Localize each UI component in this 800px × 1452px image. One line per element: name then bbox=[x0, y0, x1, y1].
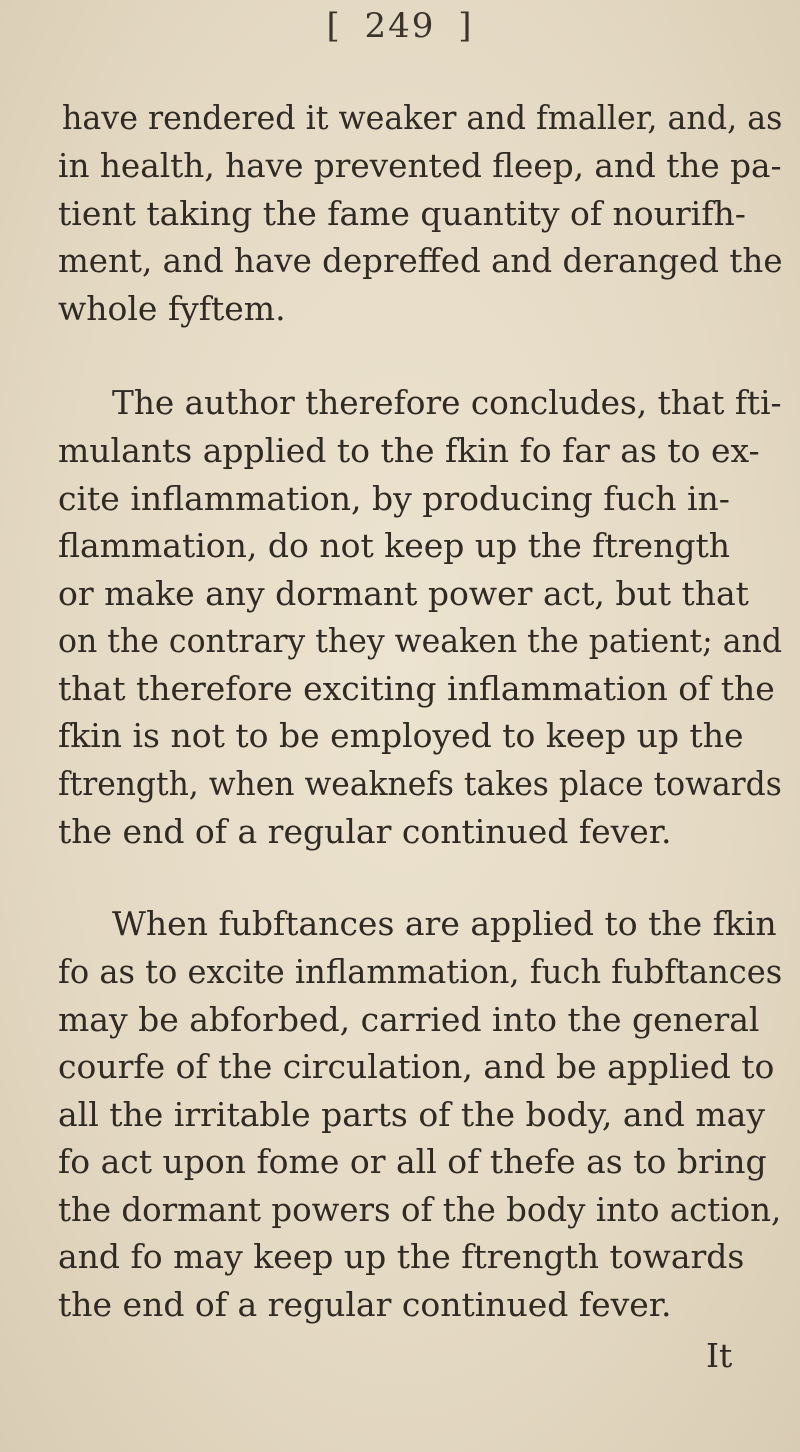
text-line: all the irritable parts of the body, and may bbox=[58, 1094, 765, 1134]
header-close-bracket: ] bbox=[458, 6, 474, 46]
text-line: or make any dormant power act, but that bbox=[58, 573, 749, 613]
text-line: the end of a regular continued fever. bbox=[58, 811, 672, 851]
text-line: may be abforbed, carried into the general bbox=[58, 999, 760, 1039]
text-line: on the contrary they weaken the patient; and bbox=[58, 621, 783, 661]
text-line: The author therefore concludes, that fti- bbox=[112, 383, 782, 423]
text-line: cite inflammation, by producing fuch in- bbox=[58, 478, 730, 518]
text-line: whole fyftem. bbox=[58, 289, 286, 328]
text-line: mulants applied to the fkin fo far as to ex- bbox=[58, 430, 760, 470]
text-line: fo as to excite inflammation, fuch fubftances bbox=[58, 952, 783, 992]
page-header bbox=[0, 6, 800, 46]
page-number: 249 bbox=[364, 6, 436, 46]
text-line: When fubftances are applied to the fkin bbox=[112, 904, 777, 944]
catchword: It bbox=[706, 1336, 733, 1375]
text-line: in health, have prevented fleep, and the pa- bbox=[58, 146, 782, 186]
text-line: and fo may keep up the ftrength towards bbox=[58, 1237, 745, 1277]
text-line: tient taking the fame quantity of nourifh- bbox=[58, 193, 746, 233]
text-line: the end of a regular continued fever. bbox=[58, 1285, 672, 1324]
text-line: flammation, do not keep up the ftrength bbox=[58, 526, 730, 566]
text-line: fo act upon fome or all of thefe as to bring bbox=[58, 1142, 767, 1182]
header-open-bracket: [ bbox=[326, 6, 342, 46]
text-line: the dormant powers of the body into action, bbox=[58, 1189, 782, 1229]
text-line: ment, and have depreffed and deranged the bbox=[58, 241, 783, 281]
text-line: ftrength, when weaknefs takes place towards bbox=[58, 763, 782, 803]
text-line: have rendered it weaker and fmaller, and, as bbox=[62, 98, 783, 137]
text-line: fkin is not to be employed to keep up the bbox=[58, 716, 744, 756]
text-line: courfe of the circulation, and be applied to bbox=[58, 1047, 775, 1087]
text-line: that therefore exciting inflammation of the bbox=[58, 668, 775, 708]
